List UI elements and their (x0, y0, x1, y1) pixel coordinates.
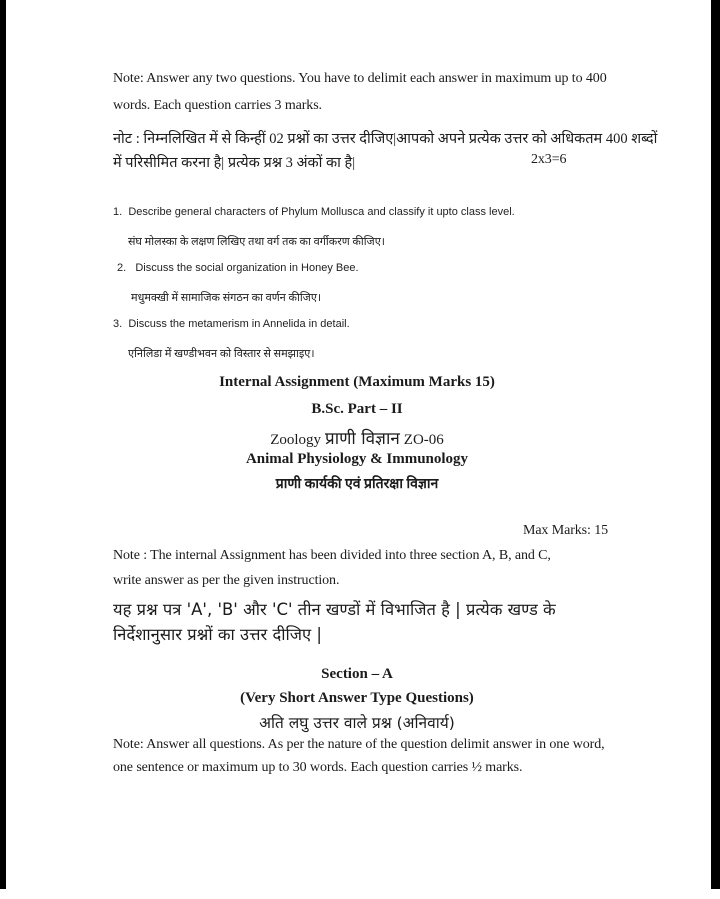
top-note-english-line-1: Note: Answer any two questions. You have to delimit each answer in maximum up to 400 (113, 71, 607, 86)
section-a-heading: Section – A (321, 666, 393, 682)
question-number: 2. (117, 262, 127, 274)
question-text-english: Discuss the metamerism in Annelida in detail. (128, 318, 350, 330)
question-row (113, 318, 350, 330)
section-a-subheading-hindi: अति लघु उत्तर वाले प्रश्न (अनिवार्य) (259, 714, 455, 732)
top-note-hindi-line-1: नोट : निम्नलिखित में से किन्हीं 02 प्रश्नों का उत्तर दीजिए|आपको अपने प्रत्येक उत्तर को अधिकतम 400 शब्दों (113, 131, 658, 147)
internal-note-hindi-line-2: निर्देशानुसार प्रश्नों का उत्तर दीजिए | (113, 625, 322, 644)
course-name: B.Sc. Part – II (311, 401, 403, 417)
paper-title-english: Animal Physiology & Immunology (245, 451, 469, 467)
subject-code: ZO-06 (403, 432, 444, 448)
question-number: 3. (113, 318, 123, 330)
question-text-hindi: मधुमक्खी में सामाजिक संगठन का वर्णन कीजिए। (131, 292, 322, 304)
question-number: 1. (113, 206, 123, 218)
top-note-english-line-2: words. Each question carries 3 marks. (113, 98, 322, 113)
internal-note-hindi-line-1: यह प्रश्न पत्र 'A', 'B' और 'C' तीन खण्डों में विभाजित है | प्रत्येक खण्ड के (113, 600, 556, 619)
section-a-note-line-1: Note: Answer all questions. As per the nature of the question delimit answer in one word, (113, 737, 605, 752)
top-note-hindi-line-2: में परिसीमित करना है| प्रत्येक प्रश्न 3 अंकों का है| (113, 155, 356, 171)
internal-note-english-line-1: Note : The internal Assignment has been divided into three section A, B, and C, (113, 548, 551, 563)
question-row (117, 262, 359, 274)
section-a-note-line-2: one sentence or maximum up to 30 words. Each question carries ½ marks. (113, 760, 523, 775)
marks-scheme: 2x3=6 (531, 152, 567, 167)
subject-name-hindi: प्राणी विज्ञान (325, 429, 400, 449)
question-row (113, 206, 515, 218)
assignment-title: Internal Assignment (Maximum Marks 15) (219, 374, 495, 390)
subject-line (0, 426, 714, 449)
question-text-english: Describe general characters of Phylum Mollusca and classify it upto class level. (128, 206, 515, 218)
paper-title-hindi: प्राणी कार्यकी एवं प्रतिरक्षा विज्ञान (275, 477, 439, 492)
max-marks: Max Marks: 15 (522, 523, 608, 538)
question-text-hindi: संघ मोलस्का के लक्षण लिखिए तथा वर्ग तक का वर्गीकरण कीजिए। (128, 236, 385, 248)
question-text-english: Discuss the social organization in Honey Bee. (135, 262, 359, 274)
question-text-hindi: एनिलिडा में खण्डीभवन को विस्तार से समझाइए। (128, 348, 315, 360)
internal-note-english-line-2: write answer as per the given instruction. (113, 573, 340, 588)
section-a-subheading-english: (Very Short Answer Type Questions) (240, 690, 474, 706)
subject-name-english: Zoology (270, 432, 322, 448)
